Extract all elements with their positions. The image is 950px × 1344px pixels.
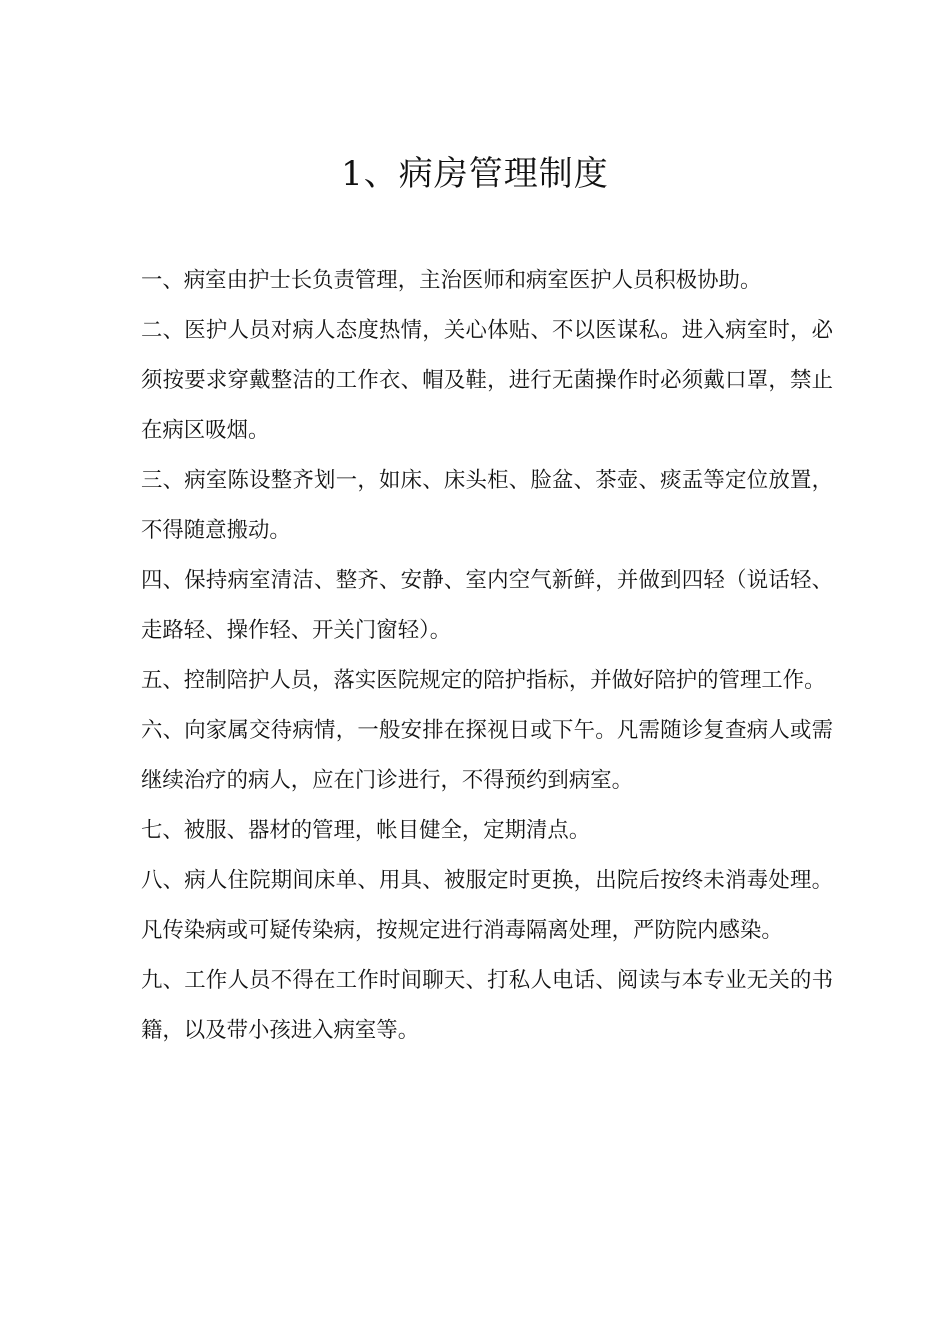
- rule-item-9: 九、工作人员不得在工作时间聊天、打私人电话、阅读与本专业无关的书籍，以及带小孩进入病室等。: [141, 968, 833, 1043]
- rule-item-4: 四、保持病室清洁、整齐、安静、室内空气新鲜，并做到四轻（说话轻、走路轻、操作轻、开关门窗轻）。: [141, 568, 833, 643]
- rule-item-1: 一、病室由护士长负责管理，主治医师和病室医护人员积极协助。: [141, 268, 762, 293]
- rule-item-5: 五、控制陪护人员，落实医院规定的陪护指标，并做好陪护的管理工作。: [141, 668, 826, 693]
- rule-item-3: 三、病室陈设整齐划一，如床、床头柜、脸盆、茶壶、痰盂等定位放置，不得随意搬动。: [141, 468, 833, 543]
- rule-item-8: 八、病人住院期间床单、用具、被服定时更换，出院后按终未消毒处理。凡传染病或可疑传染病，按规定进行消毒隔离处理，严防院内感染。: [141, 868, 833, 943]
- rule-item-7: 七、被服、器材的管理，帐目健全，定期清点。: [141, 818, 591, 843]
- rule-item-6: 六、向家属交待病情，一般安排在探视日或下午。凡需随诊复查病人或需继续治疗的病人，应在门诊进行，不得预约到病室。: [141, 718, 833, 793]
- rule-item-2: 二、医护人员对病人态度热情，关心体贴、不以医谋私。进入病室时，必须按要求穿戴整洁的工作衣、帽及鞋，进行无菌操作时必须戴口罩，禁止在病区吸烟。: [141, 318, 833, 443]
- page-title: 1、病房管理制度: [341, 154, 609, 194]
- rules-list: [141, 256, 833, 1056]
